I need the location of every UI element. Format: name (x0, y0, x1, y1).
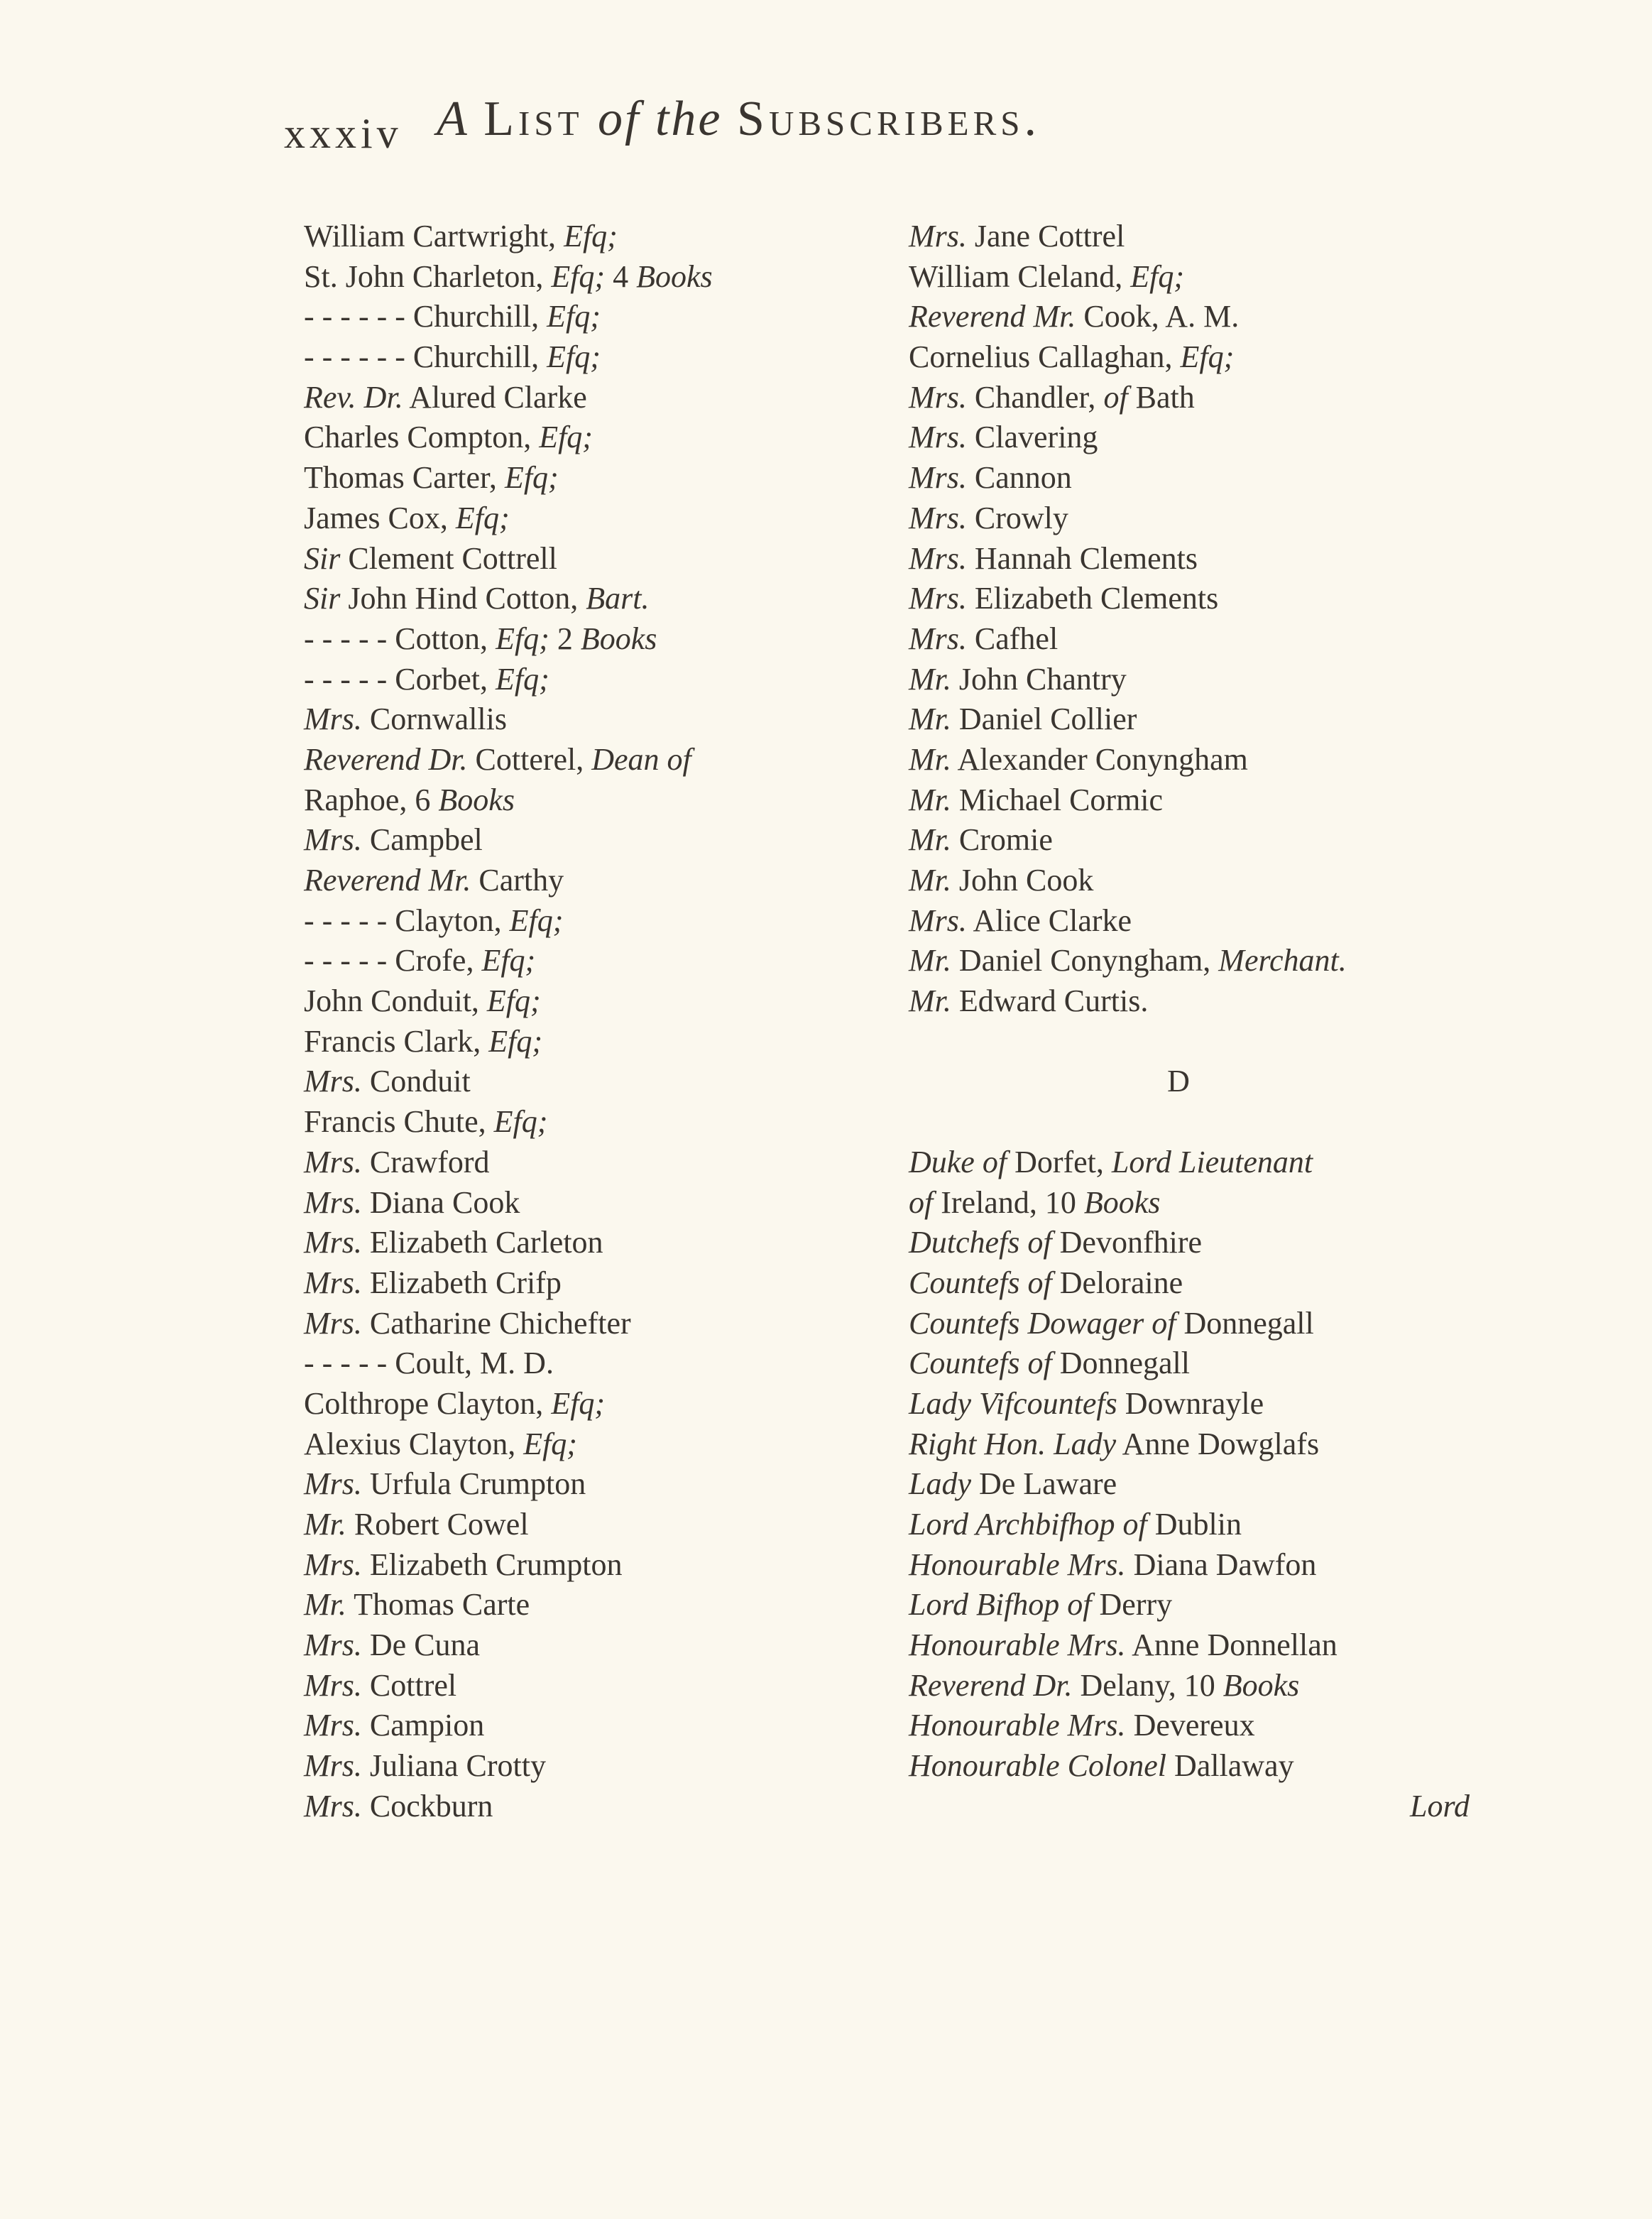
subscriber-entry (304, 1464, 886, 1505)
subscriber-entry (909, 660, 1477, 700)
entry-text-segment: William Cartwright, (304, 219, 564, 253)
entry-text-segment: Alexander Conyngham (951, 741, 1248, 777)
entry-italic-segment: Efq; (504, 460, 559, 496)
entry-text-segment: Daniel Conyngham, (951, 943, 1219, 978)
subscriber-entry (304, 1746, 886, 1787)
subscriber-entry (909, 418, 1477, 458)
entry-italic-segment: Dutchefs of (909, 1225, 1052, 1260)
entry-italic-segment: Efq; (1130, 258, 1185, 294)
entry-text-segment: Cook, A. M. (1076, 299, 1240, 334)
subscriber-entry (909, 619, 1477, 660)
entry-text-segment: Anne Dowglafs (1116, 1426, 1320, 1461)
entry-italic-segment: Countefs of (909, 1265, 1052, 1300)
subscriber-entry (909, 337, 1477, 378)
entry-text-segment: Devonfhire (1051, 1225, 1203, 1260)
entry-text-segment: Michael Cormic (951, 782, 1164, 817)
entry-italic-segment: Mrs. (304, 1144, 362, 1179)
entry-italic-segment: Mrs. (304, 1708, 362, 1743)
entry-text-segment: Devereux (1125, 1708, 1255, 1743)
entry-italic-segment: Mrs. (304, 1667, 362, 1703)
entry-italic-segment: Mr. (909, 863, 951, 898)
subscriber-entry (909, 1263, 1477, 1304)
entry-text-segment: Juliana Crotty (361, 1748, 546, 1784)
entry-italic-segment: Countefs Dowager of (909, 1305, 1176, 1341)
entry-text-segment: Cannon (966, 460, 1072, 496)
entry-text-segment: Cotterel, (467, 741, 592, 777)
entry-text-segment: Thomas Carte (346, 1587, 530, 1623)
subscriber-entry (909, 820, 1477, 861)
entry-text-segment: Elizabeth Clements (966, 581, 1219, 616)
subscriber-entry (909, 1183, 1477, 1223)
subscriber-entry (909, 1625, 1477, 1666)
subscriber-entry (909, 1706, 1477, 1746)
subscriber-entry (304, 901, 886, 942)
entry-italic-segment: Mrs. (909, 500, 967, 535)
entry-italic-segment: Rev. Dr. (304, 379, 403, 415)
subscriber-entry (304, 1666, 886, 1706)
subscriber-entry (304, 1706, 886, 1746)
entry-italic-segment: Efq; (455, 500, 510, 535)
entry-text-segment: Campbel (361, 822, 483, 858)
entry-text-segment: - - - - - Corbet, (304, 661, 496, 697)
entry-text-segment: - - - - - Cotton, (304, 621, 496, 656)
entry-italic-segment: Books (1222, 1667, 1300, 1703)
entry-text-segment: - - - - - Coult, M. D. (304, 1346, 554, 1381)
subscriber-entry (909, 1505, 1477, 1545)
subscriber-entry (909, 378, 1477, 418)
entry-text-segment: Edward Curtis. (951, 983, 1149, 1019)
entry-italic-segment: Mrs. (909, 581, 967, 616)
entry-italic-segment: Reverend Dr. (909, 1667, 1073, 1703)
subscriber-entry (909, 1666, 1477, 1706)
entry-italic-segment: Mrs. (304, 1547, 362, 1582)
subscriber-entry (909, 217, 1477, 257)
entry-text-segment: Francis Clark, (304, 1023, 489, 1059)
entry-italic-segment: Efq; (509, 903, 564, 938)
subscriber-entry (304, 1424, 886, 1465)
entry-italic-segment: Honourable Mrs. (909, 1547, 1126, 1582)
entry-text-segment: Campion (361, 1708, 485, 1743)
subscriber-entry (909, 1223, 1477, 1263)
entry-italic-segment: Lady Vifcountefs (909, 1385, 1117, 1421)
entry-text-segment: Robert Cowel (346, 1507, 529, 1542)
entry-italic-segment: Honourable Colonel (909, 1748, 1166, 1784)
entry-text-segment: Hannah Clements (966, 540, 1198, 576)
subscriber-entry (909, 1464, 1477, 1505)
entry-text-segment: Alice Clarke (966, 903, 1132, 938)
subscriber-entry (909, 297, 1477, 337)
entry-italic-segment: Lord Bifhop of (909, 1587, 1092, 1623)
entry-text-segment: 2 (549, 621, 581, 656)
entry-italic-segment: Mrs. (909, 379, 967, 415)
subscriber-entry (304, 297, 886, 337)
subscriber-entry (909, 1746, 1477, 1787)
subscriber-entry (909, 458, 1477, 498)
title-word-a: A (437, 92, 469, 146)
entry-text-segment: William Cleland, (909, 258, 1131, 294)
entry-italic-segment: Lord Lieutenant (1111, 1144, 1313, 1179)
entry-italic-segment: Efq; (486, 983, 541, 1019)
title-word-list: List (483, 92, 584, 146)
entry-text-segment: Elizabeth Crumpton (361, 1547, 623, 1582)
entry-italic-segment: Mrs. (909, 420, 967, 455)
entry-italic-segment: Mrs. (909, 621, 967, 656)
entry-text-segment: Jane Cottrel (966, 219, 1125, 253)
entry-italic-segment: Countefs of (909, 1346, 1052, 1381)
entry-italic-segment: Mrs. (304, 1064, 362, 1099)
subscriber-entry (909, 1585, 1477, 1625)
entry-text-segment: - - - - - Clayton, (304, 903, 510, 938)
entry-text-segment: Clement Cottrell (340, 540, 557, 576)
subscriber-entry (909, 941, 1477, 981)
subscriber-entry (909, 1384, 1477, 1424)
entry-italic-segment: Efq; (539, 420, 593, 455)
subscriber-entry (304, 1787, 886, 1827)
entry-text-segment: Dallaway (1166, 1748, 1294, 1784)
entry-text-segment: Catharine Chichefter (361, 1305, 631, 1341)
subscriber-entry (304, 619, 886, 660)
entry-italic-segment: Books (580, 621, 657, 656)
entry-italic-segment: Mrs. (304, 1788, 362, 1823)
entry-text-segment: Downrayle (1117, 1385, 1264, 1421)
entry-text-segment: Crawford (361, 1144, 490, 1179)
entry-text-segment: Donnegall (1051, 1346, 1190, 1381)
subscriber-entry (909, 498, 1477, 539)
entry-text-segment: Thomas Carter, (304, 460, 505, 496)
entry-text-segment: Diana Cook (361, 1184, 520, 1220)
entry-text-segment: Bath (1127, 379, 1195, 415)
entry-italic-segment: Efq; (564, 219, 618, 253)
entry-text-segment: John Conduit, (304, 983, 487, 1019)
subscriber-entry (304, 1384, 886, 1424)
subscriber-entry (304, 498, 886, 539)
entry-text-segment: Derry (1091, 1587, 1173, 1623)
section-c-continued (909, 217, 1477, 1022)
entry-italic-segment: Efq; (493, 1104, 548, 1140)
entry-italic-segment: Mrs. (304, 1265, 362, 1300)
page-title (437, 91, 1041, 148)
subscriber-entry (909, 901, 1477, 942)
entry-text-segment: Diana Dawfon (1125, 1547, 1317, 1582)
subscriber-entry (304, 1625, 886, 1666)
entry-italic-segment: Mrs. (304, 702, 362, 737)
subscriber-entry (304, 1263, 886, 1304)
entry-italic-segment: Efq; (551, 1385, 606, 1421)
entry-italic-segment: Mrs. (304, 1305, 362, 1341)
entry-italic-segment: Mr. (909, 782, 951, 817)
subscriber-entry (304, 861, 886, 901)
subscriber-entry (304, 1183, 886, 1223)
entry-italic-segment: Efq; (523, 1426, 577, 1461)
entry-italic-segment: Efq; (1180, 339, 1235, 375)
subscriber-entry (909, 1343, 1477, 1384)
entry-text-segment: Clavering (966, 420, 1098, 455)
entry-italic-segment: Mrs. (304, 1184, 362, 1220)
entry-italic-segment: Mr. (909, 741, 951, 777)
entry-text-segment: Conduit (361, 1064, 471, 1099)
entry-text-segment: St. John Charleton, (304, 258, 552, 294)
subscriber-entry (909, 1304, 1477, 1344)
subscriber-entry (304, 1545, 886, 1586)
subscriber-entry (304, 740, 886, 780)
entry-italic-segment: Books (438, 782, 515, 817)
entry-text-segment: Dorfet, (1007, 1144, 1112, 1179)
entry-text-segment: 4 (605, 258, 637, 294)
entry-italic-segment: Mr. (909, 943, 951, 978)
subscriber-entry (304, 378, 886, 418)
entry-italic-segment: Mrs. (909, 219, 967, 253)
subscriber-entry (304, 941, 886, 981)
entry-text-segment: Raphoe, 6 (304, 782, 439, 817)
entry-text-segment: Cockburn (361, 1788, 493, 1823)
subscriber-entry (909, 257, 1477, 298)
entry-text-segment: Urfula Crumpton (361, 1466, 586, 1502)
entry-text-segment: Anne Donnellan (1125, 1628, 1338, 1663)
entry-text-segment: Alexius Clayton, (304, 1426, 524, 1461)
entry-italic-segment: Lord Archbifhop of (909, 1507, 1147, 1542)
entry-italic-segment: Efq; (547, 339, 601, 375)
entry-text-segment: - - - - - - Churchill, (304, 339, 547, 375)
entry-italic-segment: Mr. (304, 1587, 346, 1623)
entry-italic-segment: Honourable Mrs. (909, 1628, 1126, 1663)
left-column (304, 217, 886, 1827)
entry-italic-segment: Honourable Mrs. (909, 1708, 1126, 1743)
section-d (909, 1143, 1477, 1787)
subscriber-entry (304, 1505, 886, 1545)
entry-text-segment: Cornelius Callaghan, (909, 339, 1181, 375)
running-head (284, 91, 1278, 169)
entry-text-segment: - - - - - Crofe, (304, 943, 482, 978)
entry-italic-segment: Efq; (488, 1023, 543, 1059)
title-word-subscribers: Subscribers. (737, 92, 1041, 146)
entry-italic-segment: Mrs. (909, 903, 967, 938)
subscriber-entry (304, 1223, 886, 1263)
entry-text-segment: Daniel Collier (951, 702, 1137, 737)
entry-italic-segment: of (1103, 379, 1128, 415)
subscriber-entry (304, 539, 886, 579)
catchword: Lord (1410, 1788, 1470, 1823)
subscriber-entry (909, 539, 1477, 579)
subscriber-entry (304, 1343, 886, 1384)
subscriber-entry (304, 337, 886, 378)
entry-italic-segment: Mr. (909, 661, 951, 697)
entry-text-segment: Carthy (471, 863, 564, 898)
entry-text-segment: Cafhel (966, 621, 1059, 656)
subscriber-entry (304, 820, 886, 861)
entry-italic-segment: Mrs. (304, 1225, 362, 1260)
subscriber-entry (304, 217, 886, 257)
entry-italic-segment: Reverend Mr. (909, 299, 1076, 334)
subscriber-entry (909, 981, 1477, 1022)
entry-italic-segment: Books (1083, 1184, 1161, 1220)
title-word-the: the (655, 92, 723, 146)
entry-text-segment: Alured Clarke (403, 379, 587, 415)
subscriber-entry (304, 257, 886, 298)
subscriber-entry (909, 1143, 1477, 1183)
entry-text-segment: Elizabeth Crifp (361, 1265, 562, 1300)
section-letter-d: D (1167, 1064, 1190, 1099)
entry-text-segment: Cromie (951, 822, 1053, 858)
section-gap (909, 1022, 1477, 1062)
entry-italic-segment: Mrs. (304, 822, 362, 858)
entry-text-segment: James Cox, (304, 500, 456, 535)
entry-text-segment: Francis Chute, (304, 1104, 494, 1140)
subscriber-entry (304, 1585, 886, 1625)
entry-italic-segment: Lady (909, 1466, 971, 1502)
entry-italic-segment: Mrs. (304, 1628, 362, 1663)
entry-italic-segment: Dean of (591, 741, 691, 777)
entry-text-segment: Crowly (966, 500, 1068, 535)
title-word-of: of (598, 92, 641, 146)
entry-text-segment: Chandler, (966, 379, 1104, 415)
entry-italic-segment: Bart. (586, 581, 650, 616)
entry-italic-segment: Mr. (909, 702, 951, 737)
subscriber-entry (304, 1304, 886, 1344)
entry-italic-segment: of (909, 1184, 934, 1220)
entry-italic-segment: Efq; (496, 661, 549, 697)
subscriber-entry (304, 458, 886, 498)
entry-text-segment: Ireland, 10 (933, 1184, 1084, 1220)
entry-text-segment: Colthrope Clayton, (304, 1385, 552, 1421)
entry-italic-segment: Duke of (909, 1144, 1007, 1179)
entry-text-segment: Cornwallis (361, 702, 508, 737)
entry-italic-segment: Mrs. (909, 460, 967, 496)
subscriber-entry (909, 780, 1477, 821)
subscriber-entry (304, 699, 886, 740)
right-column (909, 217, 1477, 1827)
subscriber-entry (304, 780, 886, 821)
subscriber-entry (909, 1424, 1477, 1465)
entry-italic-segment: Mr. (909, 983, 951, 1019)
subscriber-entry (304, 1143, 886, 1183)
section-gap (909, 1102, 1477, 1143)
entry-text-segment: De Laware (971, 1466, 1117, 1502)
entry-italic-segment: Right Hon. Lady (909, 1426, 1117, 1461)
subscriber-entry (909, 579, 1477, 619)
entry-italic-segment: Efq; (547, 299, 601, 334)
entry-text-segment: Donnegall (1176, 1305, 1314, 1341)
entry-text-segment: Deloraine (1051, 1265, 1183, 1300)
subscriber-entry (304, 1102, 886, 1143)
entry-italic-segment: Mrs. (909, 540, 967, 576)
entry-italic-segment: Books (636, 258, 713, 294)
page-number: xxxiv (284, 110, 403, 157)
subscriber-entry (909, 740, 1477, 780)
subscriber-entry (304, 981, 886, 1022)
entry-italic-segment: Reverend Mr. (304, 863, 471, 898)
entry-italic-segment: Sir (304, 581, 341, 616)
entry-italic-segment: Mrs. (304, 1748, 362, 1784)
entry-italic-segment: Mr. (909, 822, 951, 858)
entry-text-segment: Dublin (1147, 1507, 1242, 1542)
subscriber-entry (909, 861, 1477, 901)
entry-text-segment: Cottrel (361, 1667, 457, 1703)
entry-italic-segment: Efq; (481, 943, 536, 978)
entry-italic-segment: Reverend Dr. (304, 741, 468, 777)
entry-text-segment: Delany, 10 (1072, 1667, 1223, 1703)
entry-text-segment: John Cook (951, 863, 1094, 898)
entry-text-segment: John Hind Cotton, (340, 581, 586, 616)
subscriber-entry (304, 1022, 886, 1062)
entry-text-segment: - - - - - - Churchill, (304, 299, 547, 334)
entry-text-segment: John Chantry (951, 661, 1127, 697)
entry-italic-segment: Efq; (551, 258, 606, 294)
subscriber-entry (304, 579, 886, 619)
entry-italic-segment: Efq; (496, 621, 549, 656)
subscriber-entry (304, 660, 886, 700)
subscriber-entry (909, 1545, 1477, 1586)
entry-text-segment: De Cuna (361, 1628, 481, 1663)
entry-italic-segment: Merchant. (1218, 943, 1347, 978)
subscriber-entry (909, 699, 1477, 740)
entry-italic-segment: Mr. (304, 1507, 346, 1542)
subscriber-entry (304, 1062, 886, 1102)
subscriber-entry (304, 418, 886, 458)
entry-text-segment: Charles Compton, (304, 420, 540, 455)
entry-italic-segment: Sir (304, 540, 341, 576)
entry-text-segment: Elizabeth Carleton (361, 1225, 603, 1260)
entry-italic-segment: Mrs. (304, 1466, 362, 1502)
